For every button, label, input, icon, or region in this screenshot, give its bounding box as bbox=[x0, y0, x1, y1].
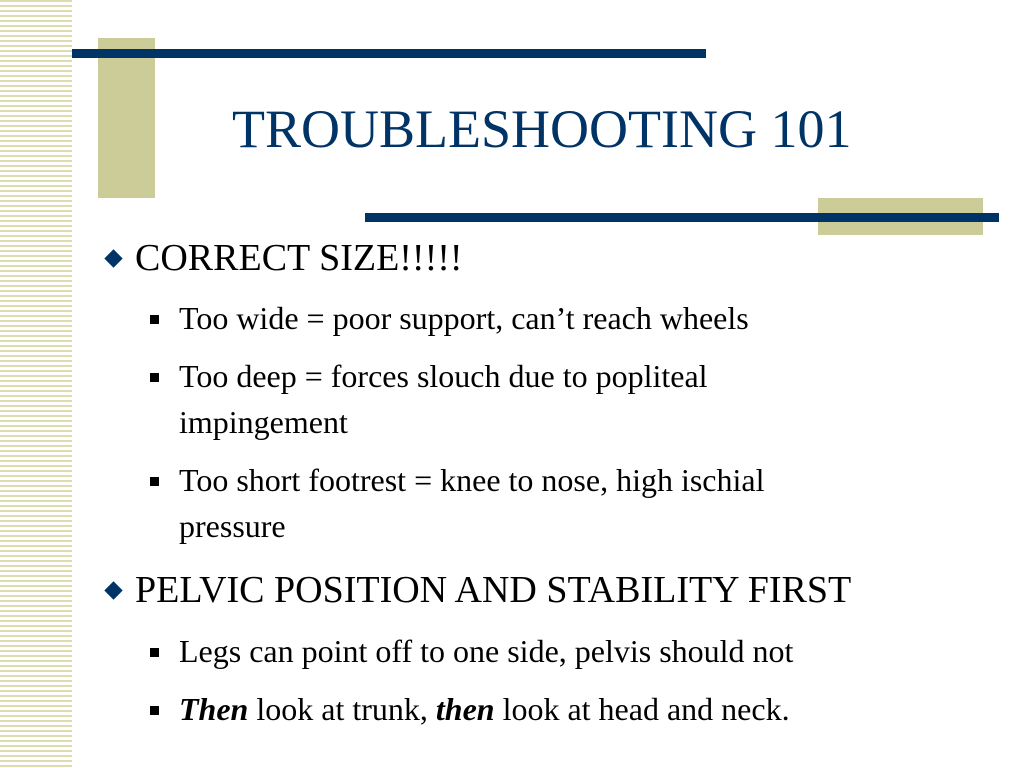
bullet-text: CORRECT SIZE!!!!! bbox=[135, 237, 463, 279]
square-bullet-icon bbox=[150, 706, 159, 715]
square-bullet-icon bbox=[150, 373, 159, 382]
sub-bullet-line-2: impingement bbox=[179, 404, 348, 440]
sub-bullet-text bbox=[179, 353, 939, 445]
square-bullet-icon bbox=[150, 477, 159, 486]
sub-bullet-text bbox=[179, 457, 939, 549]
sub-bullet-line-2: pressure bbox=[179, 508, 286, 544]
text-part: look at trunk, bbox=[248, 691, 436, 727]
sub-bullet-line-1: Too deep = forces slouch due to popliteal bbox=[179, 358, 708, 394]
sub-bullet-line-1: Too short footrest = knee to nose, high ischial bbox=[179, 462, 765, 498]
emphasis-then-lower: then bbox=[435, 691, 495, 727]
square-bullet-icon bbox=[150, 648, 159, 657]
diamond-bullet-icon bbox=[104, 581, 122, 599]
square-bullet-icon bbox=[150, 315, 159, 324]
slide-title: TROUBLESHOOTING 101 bbox=[232, 99, 852, 159]
bullet-text: PELVIC POSITION AND STABILITY FIRST bbox=[135, 569, 852, 611]
sub-bullet-text: Too wide = poor support, can’t reach wheels bbox=[179, 300, 749, 336]
text-part: look at head and neck. bbox=[494, 691, 790, 727]
sub-bullet-text: Legs can point off to one side, pelvis should not bbox=[179, 633, 794, 669]
emphasis-then: Then bbox=[179, 691, 249, 727]
diamond-bullet-icon bbox=[104, 249, 122, 267]
sub-bullet-text bbox=[179, 686, 939, 732]
